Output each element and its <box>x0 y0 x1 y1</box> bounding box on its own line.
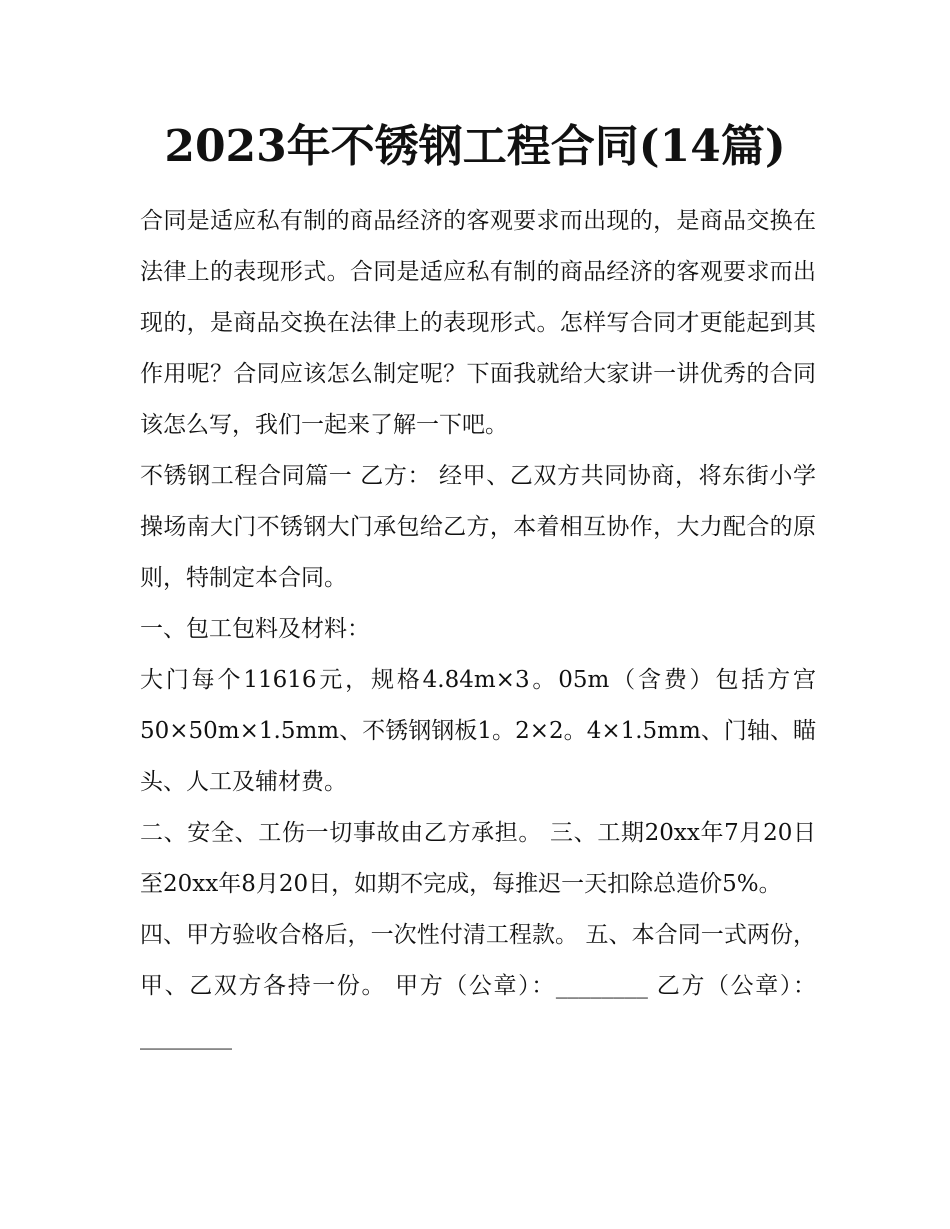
clause-1-detail: 大门每个11616元，规格4.84m×3。05m（含费）包括方宫50×50m×1.5mm、不锈钢钢板1。2×2。4×1.5mm、门轴、瞄头、人工及辅材费。 <box>140 667 816 795</box>
document-title: 2023年不锈钢工程合同(14篇) <box>164 121 786 172</box>
intro-paragraph: 合同是适应私有制的商品经济的客观要求而出现的，是商品交换在法律上的表现形式。合同是适应私有制的商品经济的客观要求而出现的，是商品交换在法律上的表现形式。怎样写合同才更能起到其作用呢？合同应该怎么制定呢？下面我就给大家讲一讲优秀的合同该怎么写，我们一起来了解一下吧。 <box>140 208 816 438</box>
contract-preamble-paragraph: 不锈钢工程合同篇一 乙方： 经甲、乙双方共同协商，将东街小学操场南大门不锈钢大门承包给乙方，本着相互协作，大力配合的原则，特制定本合同。 <box>140 463 816 591</box>
clause-2-3-paragraph: 二、安全、工伤一切事故由乙方承担。 三、工期20xx年7月20日至20xx年8月20日，如期不完成，每推迟一天扣除总造价5%。 <box>140 820 816 897</box>
document-body <box>140 196 816 1063</box>
clause-1-heading: 一、包工包料及材料： <box>140 616 370 642</box>
clause-4-5-signature-paragraph: 四、甲方验收合格后，一次性付清工程款。 五、本合同一式两份，甲、乙双方各持一份。 甲方（公章）：________ 乙方（公章）：________ <box>140 922 816 1050</box>
